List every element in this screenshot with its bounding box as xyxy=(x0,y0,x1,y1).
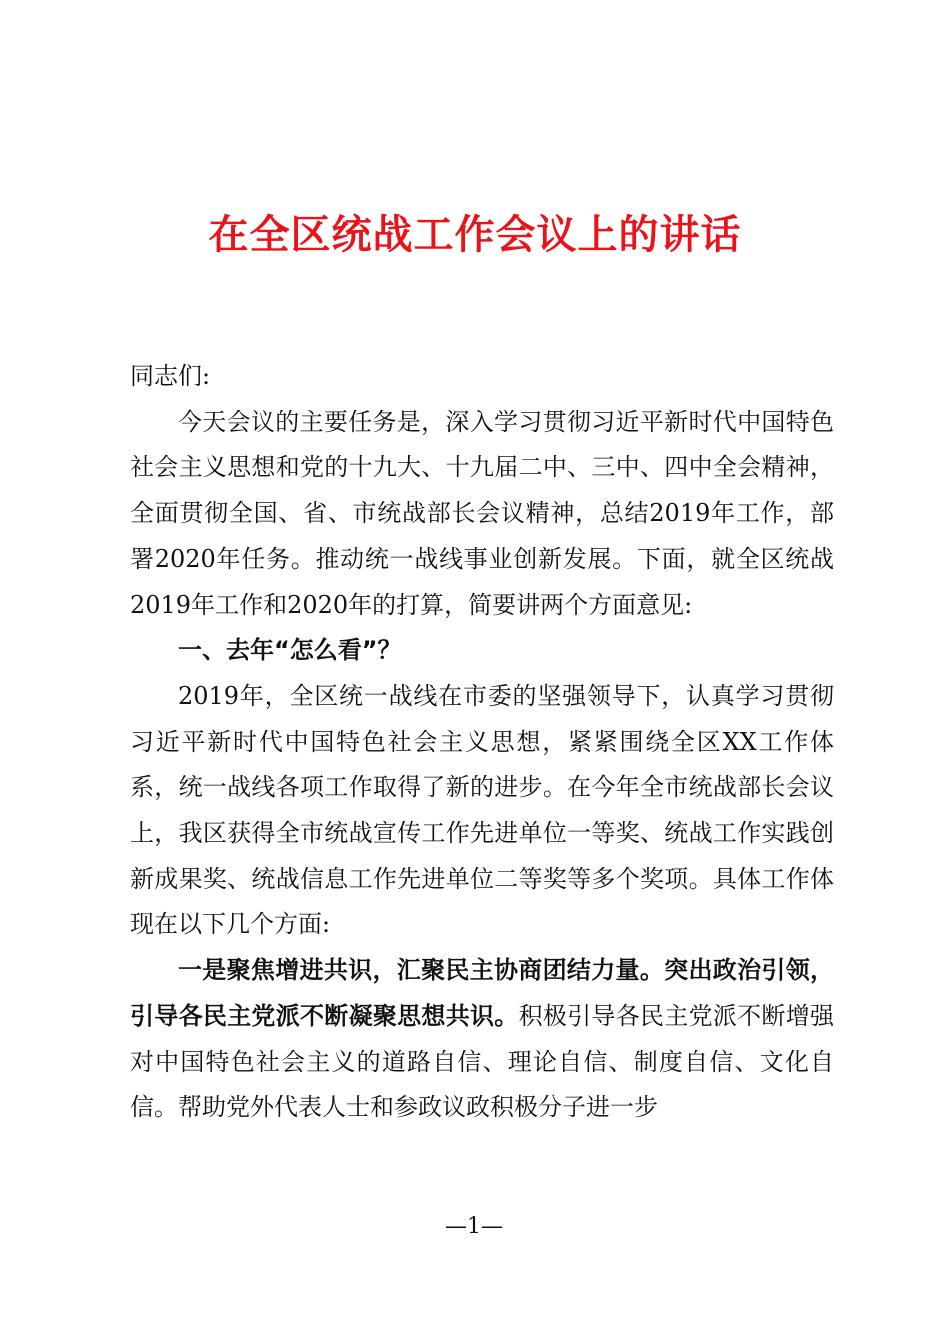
point-one-text: 积极引导各民主党派不断增强对中国特色社会主义的道路自信、理论自信、制度自信、文化自信。帮助党外代表人士和参政议政积极分子进一步 xyxy=(130,1001,835,1122)
document-title: 在全区统战工作会议上的讲话 xyxy=(208,212,742,258)
page-number: —1— xyxy=(445,1214,503,1239)
document-body xyxy=(130,354,834,1131)
section-heading: 一、去年“怎么看”？ xyxy=(178,636,402,665)
point-one-bold: 一是聚焦增进共识，汇聚民主协商团结力量。突出政治引领，引导各民主党派不断凝聚思想共识。 xyxy=(130,956,834,1030)
review-paragraph: 2019年，全区统一战线在市委的坚强领导下，认真学习贯彻习近平新时代中国特色社会主义思想，紧紧围绕全区XX工作体系，统一战线各项工作取得了新的进步。在今年全市统战部长会议上，我区获得全市统战宣传工作先进单位一等奖、统战工作实践创新成果奖、统战信息工作先进单位二等奖等多个奖项。具体工作体现在以下几个方面: xyxy=(130,681,834,939)
intro-paragraph: 今天会议的主要任务是，深入学习贯彻习近平新时代中国特色社会主义思想和党的十九大、十九届二中、三中、四中全会精神，全面贯彻全国、省、市统战部长会议精神，总结2019年工作，部署2020年任务。推动统一战线事业创新发展。下面，就全区统战2019年工作和2020年的打算，简要讲两个方面意见: xyxy=(130,407,834,619)
salutation: 同志们: xyxy=(130,362,211,390)
point-one-paragraph xyxy=(130,948,834,1131)
